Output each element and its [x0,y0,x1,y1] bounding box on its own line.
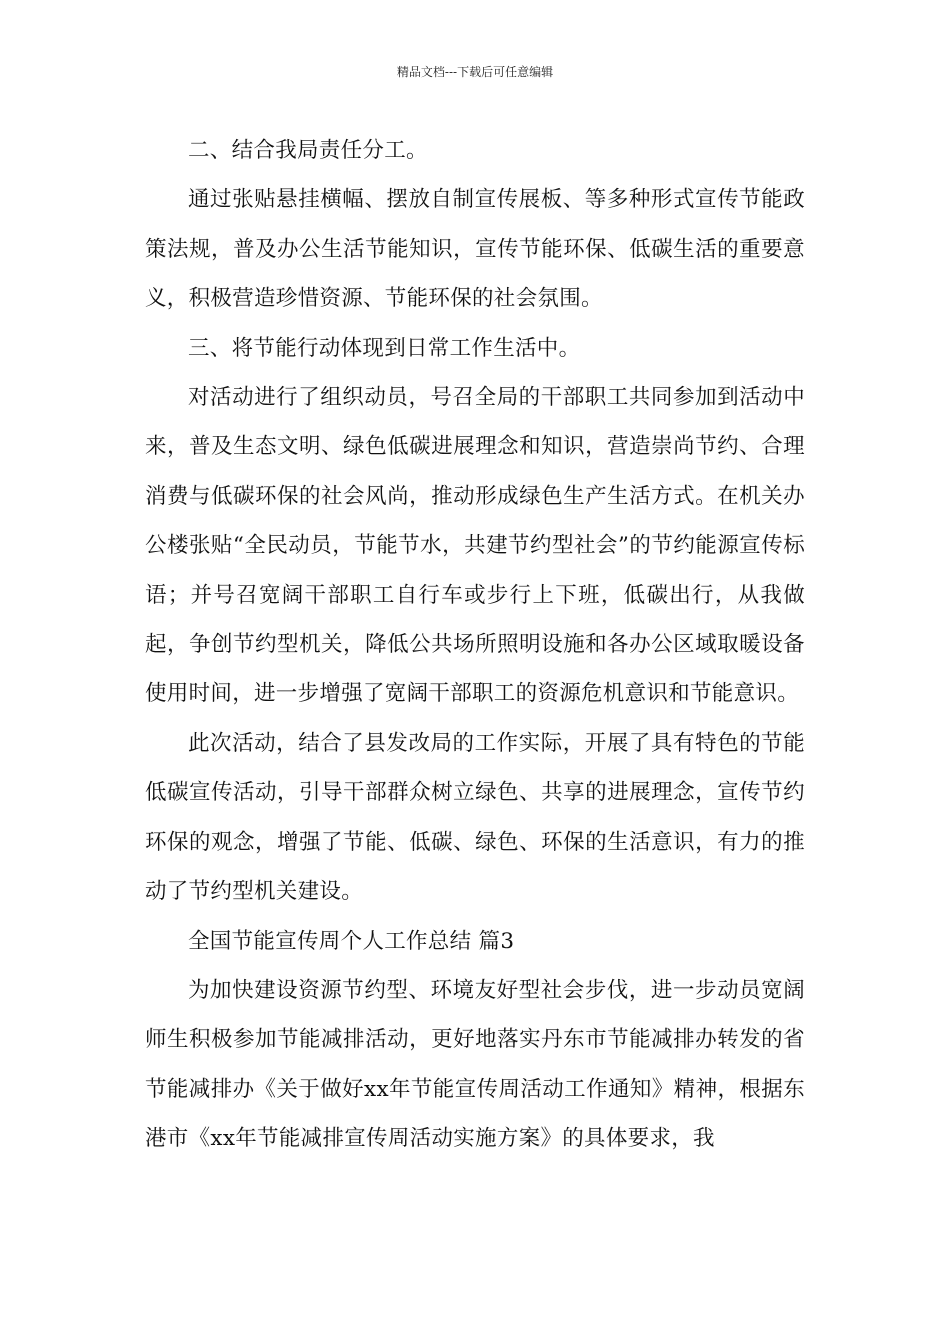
paragraph-summary: 此次活动，结合了县发改局的工作实际，开展了具有特色的节能低碳宣传活动，引导干部群众树立绿色、共享的进展理念，宣传节约环保的观念，增强了节能、低碳、绿色、环保的生活意识，有力的推动了节约型机关建设。 [145,730,805,905]
paragraph-intro-part-3: 为加快建设资源节约型、环境友好型社会步伐，进一步动员宽阔师生积极参加节能减排活动，更好地落实丹东市节能减排办转发的省节能减排办《关于做好xx年节能宣传周活动工作通知》精神，根据东港市《xx年节能减排宣传周活动实施方案》的具体要求，我 [145,977,805,1152]
article-title-part-3: 全国节能宣传周个人工作总结 篇3 [188,928,515,954]
document-body [145,126,805,1164]
page-header: 精品文档---下载后可任意编辑 [396,65,554,79]
paragraph-publicity: 通过张贴悬挂横幅、摆放自制宣传展板、等多种形式宣传节能政策法规，普及办公生活节能知识，宣传节能环保、低碳生活的重要意义，积极营造珍惜资源、节能环保的社会氛围。 [145,187,805,312]
paragraph-mobilization: 对活动进行了组织动员，号召全局的干部职工共同参加到活动中来，普及生态文明、绿色低碳进展理念和知识，营造崇尚节约、合理消费与低碳环保的社会风尚，推动形成绿色生产生活方式。在机关办公楼张贴“全民动员，节能节水，共建节约型社会”的节约能源宣传标语；并号召宽阔干部职工自行车或步行上下班，低碳出行，从我做起，争创节约型机关，降低公共场所照明设施和各办公区域取暖设备使用时间，进一步增强了宽阔干部职工的资源危机意识和节能意识。 [145,385,805,707]
section-heading-3: 三、将节能行动体现到日常工作生活中。 [188,335,581,361]
section-heading-2: 二、结合我局责任分工。 [188,138,428,163]
